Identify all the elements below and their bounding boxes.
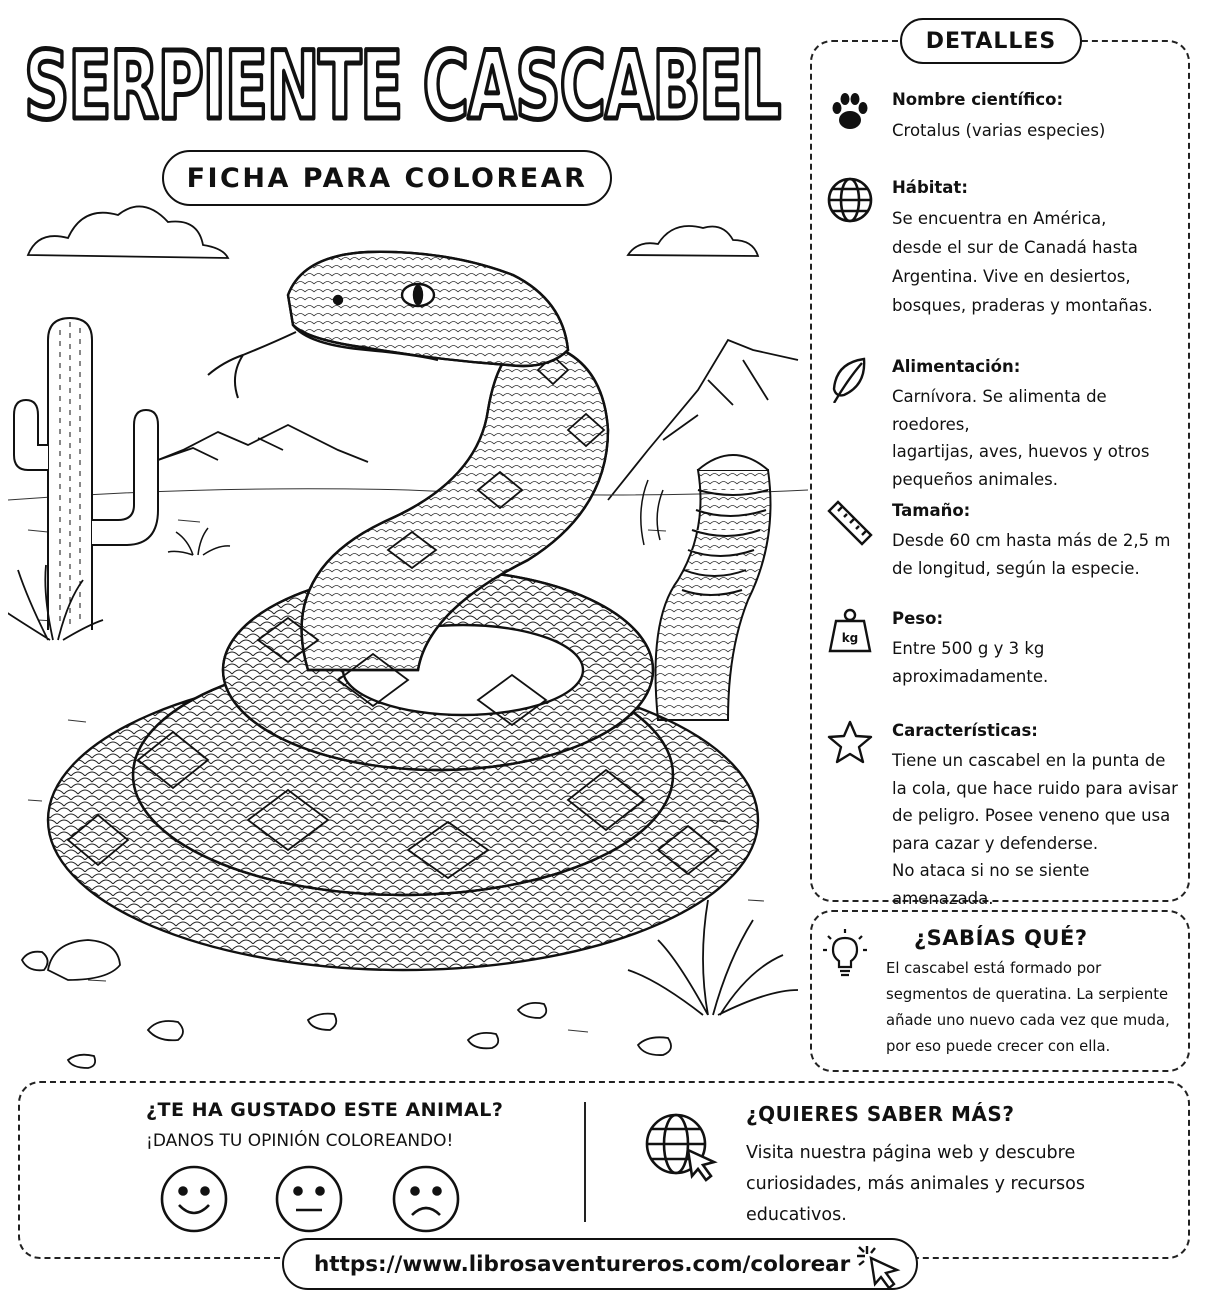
detail-line: Argentina. Vive en desiertos,: [892, 267, 1131, 286]
globe-icon: [826, 176, 874, 224]
paw-icon: [826, 88, 874, 136]
detail-line: de peligro. Posee veneno que usa: [892, 806, 1171, 825]
detail-line: Se encuentra en América,: [892, 209, 1107, 228]
detail-heading: Alimentación:: [892, 357, 1021, 376]
ruler-icon: [826, 499, 874, 547]
feedback-title: ¿TE HA GUSTADO ESTE ANIMAL?: [146, 1099, 504, 1121]
cloud-left: [28, 206, 228, 258]
page-title: [0, 0, 800, 140]
website-url-link[interactable]: [282, 1238, 918, 1290]
fun-fact-title: ¿SABÍAS QUÉ?: [914, 926, 1088, 950]
detail-line: Entre 500 g y 3 kg: [892, 639, 1045, 658]
rattlesnake-illustration: [8, 200, 808, 1080]
more-info-line: educativos.: [746, 1205, 847, 1225]
detail-line: Crotalus (varias especies): [892, 121, 1106, 140]
detail-line: lagartijas, aves, huevos y otros: [892, 442, 1150, 461]
detail-line: para cazar y defenderse.: [892, 833, 1099, 853]
weight-icon: [826, 607, 874, 655]
fun-fact-line: segmentos de queratina. La serpiente: [886, 986, 1169, 1003]
detail-heading: Peso:: [892, 609, 944, 628]
web-globe-cursor-icon: [642, 1110, 722, 1182]
cactus: [14, 318, 158, 630]
more-info-line: curiosidades, más animales y recursos: [746, 1174, 1085, 1194]
happy-face-icon[interactable]: [158, 1163, 230, 1235]
fun-fact-line: El cascabel está formado por: [886, 960, 1102, 977]
star-icon: [826, 719, 874, 767]
detail-heading: Tamaño:: [892, 501, 971, 520]
more-info-line: Visita nuestra página web y descubre: [746, 1143, 1076, 1163]
fun-fact-line: añade uno nuevo cada vez que muda,: [886, 1012, 1170, 1029]
cloud-right: [628, 226, 758, 256]
feedback-subtitle: ¡DANOS TU OPINIÓN COLOREANDO!: [146, 1131, 454, 1151]
detail-line: bosques, praderas y montañas.: [892, 296, 1153, 315]
more-info-title: ¿QUIERES SABER MÁS?: [746, 1102, 1015, 1126]
details-tab: DETALLES: [900, 18, 1082, 64]
detail-line: la cola, que hace ruido para avisar: [892, 778, 1178, 798]
website-url[interactable]: https://www.librosaventureros.com/colorear: [314, 1251, 851, 1277]
title-text: SERPIENTE CASCABEL: [24, 32, 781, 140]
section-divider: [584, 1102, 586, 1222]
neutral-face-icon[interactable]: [273, 1163, 345, 1235]
detail-line: desde el sur de Canadá hasta: [892, 238, 1138, 257]
detail-line: de longitud, según la especie.: [892, 558, 1140, 578]
weight-label: kg: [841, 631, 859, 645]
fun-fact-line: por eso puede crecer con ella.: [886, 1038, 1111, 1055]
detail-line: Carnívora. Se alimenta de roedores,: [892, 387, 1107, 434]
detail-line: pequeños animales.: [892, 469, 1059, 489]
sad-face-icon[interactable]: [390, 1163, 462, 1235]
detail-heading: Hábitat:: [892, 178, 968, 197]
grass-tuft: [168, 528, 230, 555]
lightbulb-icon: [822, 928, 868, 978]
snake-tongue: [208, 332, 296, 398]
detail-line: No ataca si no se siente amenazada.: [892, 861, 1090, 908]
detail-line: aproximadamente.: [892, 666, 1049, 686]
snake-head: [288, 252, 568, 366]
subtitle-pill: FICHA PARA COLOREAR: [162, 150, 612, 206]
detail-heading: Características:: [892, 721, 1038, 740]
detail-line: Tiene un cascabel en la punta de: [892, 751, 1166, 770]
cursor-click-icon: [855, 1242, 905, 1292]
leaf-icon: [826, 355, 874, 403]
detail-line: Desde 60 cm hasta más de 2,5 m: [892, 531, 1171, 550]
detail-heading: Nombre científico:: [892, 90, 1064, 109]
more-info-body: [746, 1138, 1166, 1231]
fun-fact-body: [886, 956, 1182, 1060]
